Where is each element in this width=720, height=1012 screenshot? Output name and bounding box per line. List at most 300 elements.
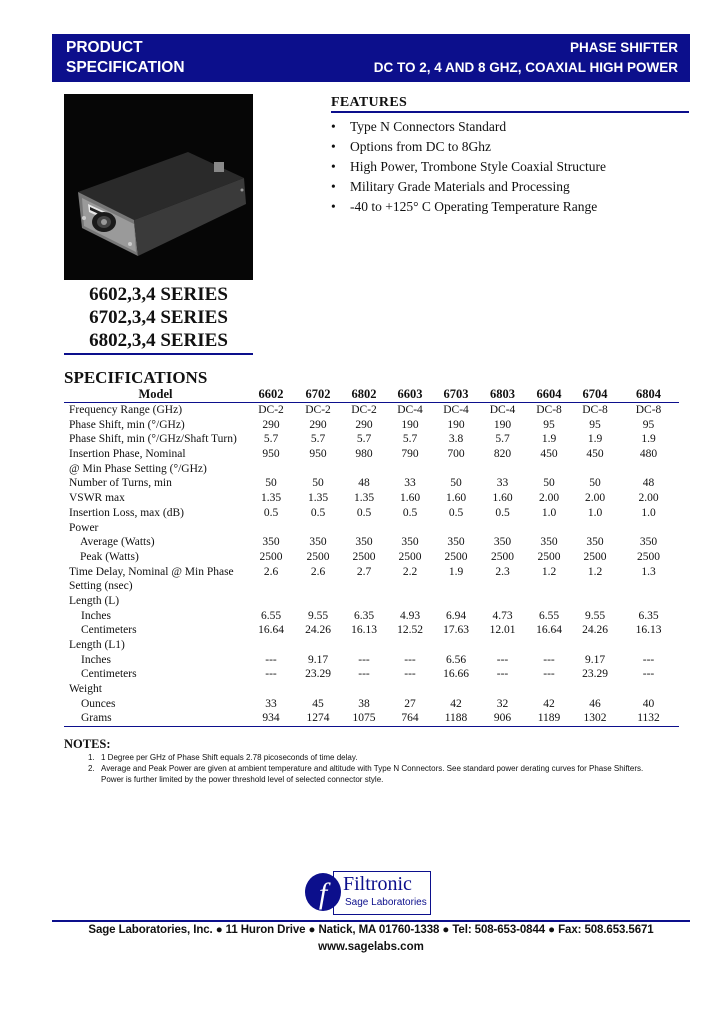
table-cell: 1.0 bbox=[541, 506, 557, 519]
table-cell: 1.2 bbox=[587, 565, 603, 578]
table-cell: 50 bbox=[265, 477, 277, 490]
table-cell bbox=[295, 461, 341, 476]
table-cell bbox=[433, 579, 479, 594]
table-cell: 2.6 bbox=[263, 565, 279, 578]
row-label: Time Delay, Nominal @ Min Phase bbox=[69, 565, 234, 578]
table-cell bbox=[526, 594, 572, 609]
table-cell: 95 bbox=[589, 418, 601, 431]
table-cell: 764 bbox=[401, 712, 419, 725]
table-cell: 2.00 bbox=[584, 492, 606, 505]
table-cell: 23.29 bbox=[305, 668, 331, 681]
table-cell: 9.17 bbox=[584, 653, 606, 666]
table-row bbox=[64, 594, 679, 609]
header-right bbox=[374, 38, 678, 78]
table-cell bbox=[526, 461, 572, 476]
table-cell bbox=[618, 638, 679, 653]
row-label: Length (L) bbox=[69, 594, 120, 607]
series-line: 6602,3,4 SERIES bbox=[89, 284, 228, 305]
header-product-range: DC TO 2, 4 AND 8 GHZ, COAXIAL HIGH POWER bbox=[373, 60, 678, 75]
table-cell: 33 bbox=[496, 477, 509, 490]
table-cell: 3.8 bbox=[448, 433, 464, 446]
table-cell bbox=[572, 579, 618, 594]
table-cell: 6.35 bbox=[638, 609, 659, 622]
table-cell: 2.00 bbox=[538, 492, 560, 505]
feature-item bbox=[331, 177, 606, 197]
table-cell: DC-2 bbox=[305, 404, 331, 417]
table-cell: 350 bbox=[447, 536, 465, 549]
table-cell bbox=[526, 638, 572, 653]
row-label: Insertion Phase, Nominal bbox=[69, 448, 186, 461]
table-cell: 1.60 bbox=[445, 492, 467, 505]
table-cell: 1.9 bbox=[448, 565, 464, 578]
row-label: Weight bbox=[69, 683, 102, 696]
table-cell: 0.5 bbox=[263, 506, 279, 519]
table-cell: 1189 bbox=[537, 712, 561, 725]
table-cell: 2500 bbox=[398, 550, 422, 563]
model-column-header: 6704 bbox=[582, 387, 608, 402]
table-cell: 4.73 bbox=[492, 609, 513, 622]
row-label: Inches bbox=[81, 653, 112, 666]
table-cell: 2.00 bbox=[638, 492, 659, 505]
series-line: 6702,3,4 SERIES bbox=[89, 307, 228, 328]
row-label: Power bbox=[69, 521, 99, 534]
table-cell bbox=[387, 594, 433, 609]
bullet-icon: • bbox=[331, 139, 336, 154]
row-label: Grams bbox=[81, 712, 112, 725]
table-cell: 350 bbox=[586, 536, 604, 549]
table-cell: 450 bbox=[586, 448, 604, 461]
model-column-header: 6802 bbox=[351, 387, 377, 402]
table-cell bbox=[247, 461, 295, 476]
table-cell: 42 bbox=[543, 697, 555, 710]
table-cell bbox=[618, 682, 679, 697]
logo-mark-letter: f bbox=[318, 877, 328, 910]
features-heading: FEATURES bbox=[331, 95, 408, 110]
table-cell: 2.2 bbox=[402, 565, 418, 578]
table-cell bbox=[526, 520, 572, 535]
specifications-table bbox=[64, 387, 679, 727]
table-cell: --- bbox=[496, 653, 509, 666]
table-cell: 950 bbox=[262, 448, 280, 461]
table-cell: 2500 bbox=[491, 550, 514, 563]
table-cell: 45 bbox=[312, 697, 324, 710]
table-row bbox=[64, 623, 679, 638]
table-row bbox=[64, 608, 679, 623]
model-column-header: 6804 bbox=[636, 387, 661, 402]
table-cell: 24.26 bbox=[582, 624, 608, 637]
table-cell bbox=[387, 579, 433, 594]
table-cell: 5.7 bbox=[356, 433, 372, 446]
table-cell: 350 bbox=[540, 536, 558, 549]
row-label: Number of Turns, min bbox=[69, 477, 172, 490]
table-cell bbox=[247, 579, 295, 594]
note-item bbox=[64, 752, 664, 763]
feature-text: Type N Connectors Standard bbox=[350, 119, 507, 134]
table-cell: DC-8 bbox=[536, 404, 562, 417]
table-cell bbox=[572, 594, 618, 609]
product-photo bbox=[64, 94, 253, 280]
row-label: @ Min Phase Setting (°/GHz) bbox=[69, 462, 207, 475]
table-cell: 2500 bbox=[352, 550, 376, 563]
table-cell: --- bbox=[404, 668, 416, 681]
table-cell: 16.64 bbox=[258, 624, 284, 637]
table-cell: 350 bbox=[355, 536, 373, 549]
table-cell bbox=[387, 638, 433, 653]
table-cell bbox=[341, 638, 387, 653]
table-cell: 2500 bbox=[444, 550, 468, 563]
model-column-header: 6604 bbox=[536, 387, 562, 402]
table-cell bbox=[295, 579, 341, 594]
table-cell: 27 bbox=[404, 697, 416, 710]
table-row bbox=[64, 579, 679, 594]
table-cell: 5.7 bbox=[310, 433, 326, 446]
table-cell bbox=[341, 682, 387, 697]
table-cell: 24.26 bbox=[305, 624, 331, 637]
phase-shifter-image bbox=[64, 94, 253, 280]
table-cell bbox=[341, 579, 387, 594]
table-cell: 1132 bbox=[637, 712, 660, 725]
bullet-icon: • bbox=[331, 199, 336, 214]
divider bbox=[52, 920, 690, 922]
table-row bbox=[64, 476, 679, 491]
table-cell: DC-4 bbox=[489, 404, 516, 417]
feature-text: Military Grade Materials and Processing bbox=[350, 179, 570, 194]
table-cell: 2500 bbox=[537, 550, 561, 563]
note-number: 2. bbox=[88, 764, 95, 773]
website-link[interactable]: www.sagelabs.com bbox=[318, 941, 424, 953]
table-row bbox=[64, 491, 679, 506]
table-row bbox=[64, 667, 679, 682]
table-body bbox=[64, 402, 679, 726]
table-cell: 2500 bbox=[637, 550, 660, 563]
table-cell bbox=[479, 579, 526, 594]
table-cell: --- bbox=[642, 668, 655, 681]
table-cell: 16.13 bbox=[351, 624, 377, 637]
table-row bbox=[64, 652, 679, 667]
table-cell bbox=[618, 461, 679, 476]
notes-heading: NOTES: bbox=[64, 737, 111, 751]
table-cell: 2.7 bbox=[356, 565, 372, 578]
table-cell: 190 bbox=[493, 418, 512, 431]
row-label: Centimeters bbox=[81, 668, 137, 681]
table-cell: 48 bbox=[642, 477, 655, 490]
table-cell: --- bbox=[496, 668, 509, 681]
table-cell: 1075 bbox=[352, 712, 376, 725]
table-cell: 33 bbox=[265, 697, 277, 710]
bullet-icon: • bbox=[331, 179, 336, 194]
divider bbox=[64, 353, 253, 355]
table-cell: 190 bbox=[447, 418, 465, 431]
feature-item bbox=[331, 137, 606, 157]
bullet-icon: • bbox=[331, 159, 336, 174]
table-cell: 5.7 bbox=[402, 433, 418, 446]
row-label: Setting (nsec) bbox=[69, 580, 133, 593]
row-label: Length (L1) bbox=[69, 639, 125, 652]
table-cell: 350 bbox=[493, 536, 512, 549]
table-cell bbox=[387, 461, 433, 476]
table-cell: --- bbox=[543, 653, 555, 666]
feature-text: -40 to +125° C Operating Temperature Range bbox=[350, 199, 598, 214]
table-cell bbox=[479, 682, 526, 697]
table-row bbox=[64, 564, 679, 579]
table-cell: 820 bbox=[493, 448, 512, 461]
table-cell: 1302 bbox=[583, 712, 607, 725]
table-row bbox=[64, 417, 679, 432]
model-column-header: 6603 bbox=[397, 387, 423, 402]
note-text: 1 Degree per GHz of Phase Shift equals 2.78 picoseconds of time delay. bbox=[101, 753, 358, 762]
table-cell: 1.9 bbox=[641, 433, 656, 446]
table-cell: --- bbox=[358, 653, 370, 666]
table-cell: 9.17 bbox=[307, 653, 329, 666]
header-banner bbox=[52, 34, 690, 82]
table-cell: 480 bbox=[639, 448, 658, 461]
table-cell: DC-8 bbox=[635, 404, 662, 417]
table-cell: 46 bbox=[589, 697, 601, 710]
table-row bbox=[64, 711, 679, 726]
table-cell: --- bbox=[265, 653, 277, 666]
table-cell: 16.13 bbox=[635, 624, 662, 637]
table-cell bbox=[526, 682, 572, 697]
table-cell bbox=[479, 520, 526, 535]
table-cell bbox=[247, 682, 295, 697]
table-cell: 1.0 bbox=[641, 506, 656, 519]
table-cell: 0.5 bbox=[448, 506, 464, 519]
table-cell: 50 bbox=[450, 477, 462, 490]
row-label: Ounces bbox=[81, 697, 116, 710]
feature-text: Options from DC to 8Ghz bbox=[350, 139, 491, 154]
table-cell: 2500 bbox=[583, 550, 607, 563]
table-cell bbox=[572, 461, 618, 476]
table-cell: --- bbox=[404, 653, 416, 666]
model-header: Model bbox=[138, 387, 173, 402]
table-cell: 17.63 bbox=[443, 624, 469, 637]
note-item bbox=[64, 763, 664, 785]
model-column-header: 6703 bbox=[443, 387, 469, 402]
header-left bbox=[66, 38, 185, 78]
table-cell bbox=[479, 638, 526, 653]
table-cell: 1.35 bbox=[260, 492, 282, 505]
model-column-header: 6702 bbox=[305, 387, 331, 402]
table-cell: 2.6 bbox=[310, 565, 326, 578]
row-label: Phase Shift, min (°/GHz/Shaft Turn) bbox=[69, 433, 237, 446]
series-line: 6802,3,4 SERIES bbox=[89, 330, 228, 351]
table-cell: 33 bbox=[404, 477, 416, 490]
table-cell: 12.01 bbox=[489, 624, 516, 637]
table-cell: 1.9 bbox=[541, 433, 557, 446]
table-cell: 700 bbox=[447, 448, 465, 461]
divider bbox=[331, 111, 689, 113]
table-cell: 1.60 bbox=[399, 492, 421, 505]
table-cell bbox=[247, 520, 295, 535]
row-label: VSWR max bbox=[69, 492, 125, 505]
table-cell: --- bbox=[265, 668, 277, 681]
table-cell: 2.3 bbox=[495, 565, 510, 578]
table-cell: 6.94 bbox=[445, 609, 467, 622]
table-cell bbox=[247, 594, 295, 609]
table-cell: 95 bbox=[543, 418, 555, 431]
table-cell: --- bbox=[543, 668, 555, 681]
table-row bbox=[64, 520, 679, 535]
table-cell: 16.64 bbox=[536, 624, 562, 637]
table-cell: 0.5 bbox=[310, 506, 326, 519]
table-cell bbox=[295, 520, 341, 535]
note-text: Average and Peak Power are given at ambient temperature and altitude with Type N Connectors. See standard power derating curves for Phase Shifters. Power is further limited by the power threshold level of selected connector style. bbox=[101, 764, 644, 784]
table-row bbox=[64, 402, 679, 417]
table-cell: DC-2 bbox=[258, 404, 284, 417]
notes-list bbox=[64, 752, 664, 785]
table-row bbox=[64, 447, 679, 462]
table-cell: 350 bbox=[639, 536, 658, 549]
table-cell: 50 bbox=[589, 477, 601, 490]
contact-footer: Sage Laboratories, Inc. ● 11 Huron Drive ● Natick, MA 01760-1338 ● Tel: 508-653-0844 ● Fax: 508.653.5671 bbox=[88, 924, 654, 936]
row-label: Average (Watts) bbox=[80, 536, 155, 549]
feature-item bbox=[331, 117, 606, 137]
table-cell: 190 bbox=[401, 418, 419, 431]
table-cell bbox=[572, 638, 618, 653]
table-cell: 2500 bbox=[306, 550, 330, 563]
model-column-header: 6803 bbox=[490, 387, 515, 402]
table-cell: 906 bbox=[493, 712, 512, 725]
table-cell: DC-2 bbox=[351, 404, 377, 417]
table-cell bbox=[295, 594, 341, 609]
table-cell: 0.5 bbox=[402, 506, 418, 519]
table-cell: 32 bbox=[496, 697, 509, 710]
row-label: Inches bbox=[81, 609, 112, 622]
table-cell: 5.7 bbox=[263, 433, 279, 446]
table-cell: 6.55 bbox=[538, 609, 560, 622]
table-cell bbox=[387, 520, 433, 535]
table-cell: 5.7 bbox=[495, 433, 510, 446]
table-cell bbox=[341, 520, 387, 535]
table-cell: 1.3 bbox=[641, 565, 656, 578]
table-cell: 16.66 bbox=[443, 668, 469, 681]
table-cell: 9.55 bbox=[307, 609, 329, 622]
series-list bbox=[64, 283, 253, 352]
features-list bbox=[331, 117, 606, 217]
table-cell: 2500 bbox=[259, 550, 283, 563]
table-cell: DC-8 bbox=[582, 404, 608, 417]
table-cell bbox=[247, 638, 295, 653]
table-cell: 290 bbox=[262, 418, 280, 431]
table-cell: 790 bbox=[401, 448, 419, 461]
table-cell: 6.35 bbox=[353, 609, 375, 622]
table-cell: 48 bbox=[358, 477, 370, 490]
feature-text: High Power, Trombone Style Coaxial Structure bbox=[350, 159, 606, 174]
table-cell: 1.9 bbox=[587, 433, 603, 446]
table-cell bbox=[295, 682, 341, 697]
row-label: Phase Shift, min (°/GHz) bbox=[69, 418, 185, 431]
table-cell: 1.2 bbox=[541, 565, 557, 578]
table-cell bbox=[341, 594, 387, 609]
header-product-type: PHASE SHIFTER bbox=[569, 40, 678, 55]
header-specification: SPECIFICATION bbox=[66, 59, 185, 76]
table-cell bbox=[433, 520, 479, 535]
feature-item bbox=[331, 197, 606, 217]
model-column-header: 6602 bbox=[258, 387, 284, 402]
table-cell: 350 bbox=[401, 536, 419, 549]
table-row bbox=[64, 432, 679, 447]
table-row bbox=[64, 550, 679, 565]
table-cell: 0.5 bbox=[495, 506, 510, 519]
table-cell: 0.5 bbox=[356, 506, 372, 519]
table-cell bbox=[433, 594, 479, 609]
table-cell: 290 bbox=[355, 418, 373, 431]
filtronic-logo bbox=[303, 871, 430, 914]
table-row bbox=[64, 535, 679, 550]
table-cell: 350 bbox=[309, 536, 327, 549]
row-label: Frequency Range (GHz) bbox=[69, 404, 183, 417]
table-cell: 50 bbox=[543, 477, 555, 490]
table-cell: 6.56 bbox=[445, 653, 467, 666]
table-cell: 980 bbox=[355, 448, 373, 461]
table-cell bbox=[618, 594, 679, 609]
table-cell bbox=[433, 461, 479, 476]
table-header-row bbox=[64, 387, 679, 402]
row-label: Centimeters bbox=[81, 624, 137, 637]
table-cell: 6.55 bbox=[260, 609, 282, 622]
table-cell: 290 bbox=[309, 418, 327, 431]
table-cell: 450 bbox=[540, 448, 558, 461]
table-cell: 42 bbox=[450, 697, 462, 710]
note-number: 1. bbox=[88, 753, 95, 762]
table-cell: --- bbox=[642, 653, 655, 666]
row-label: Peak (Watts) bbox=[80, 550, 139, 563]
table-cell: 1.35 bbox=[353, 492, 375, 505]
table-cell: 23.29 bbox=[582, 668, 608, 681]
table-cell bbox=[433, 682, 479, 697]
table-cell bbox=[295, 638, 341, 653]
table-cell: 9.55 bbox=[584, 609, 606, 622]
table-cell bbox=[387, 682, 433, 697]
table-cell: 1.35 bbox=[307, 492, 329, 505]
table-row bbox=[64, 682, 679, 697]
table-cell: 1.0 bbox=[587, 506, 603, 519]
table-cell: 12.52 bbox=[397, 624, 423, 637]
table-cell: 1188 bbox=[444, 712, 468, 725]
table-cell: 1274 bbox=[306, 712, 330, 725]
table-cell: 4.93 bbox=[399, 609, 421, 622]
table-cell bbox=[479, 594, 526, 609]
bullet-icon: • bbox=[331, 119, 336, 134]
table-row bbox=[64, 638, 679, 653]
table-cell: 950 bbox=[309, 448, 327, 461]
table-row bbox=[64, 696, 679, 711]
table-cell bbox=[572, 682, 618, 697]
row-label: Insertion Loss, max (dB) bbox=[69, 506, 184, 519]
table-cell bbox=[618, 579, 679, 594]
table-cell bbox=[526, 579, 572, 594]
table-cell: 95 bbox=[642, 418, 655, 431]
feature-item bbox=[331, 157, 606, 177]
table-cell bbox=[479, 461, 526, 476]
table-cell: DC-4 bbox=[397, 404, 423, 417]
table-cell: 934 bbox=[262, 712, 280, 725]
table-cell bbox=[572, 520, 618, 535]
table-cell: 350 bbox=[262, 536, 280, 549]
table-cell: 40 bbox=[642, 697, 655, 710]
table-cell bbox=[341, 461, 387, 476]
header-product: PRODUCT bbox=[66, 39, 143, 56]
table-cell: DC-4 bbox=[443, 404, 469, 417]
table-cell: 50 bbox=[312, 477, 324, 490]
table-row bbox=[64, 461, 679, 476]
logo-name: Filtronic bbox=[343, 873, 412, 895]
table-cell bbox=[433, 638, 479, 653]
table-row bbox=[64, 506, 679, 521]
table-cell: 1.60 bbox=[492, 492, 513, 505]
table-cell: 38 bbox=[358, 697, 370, 710]
table-cell bbox=[618, 520, 679, 535]
